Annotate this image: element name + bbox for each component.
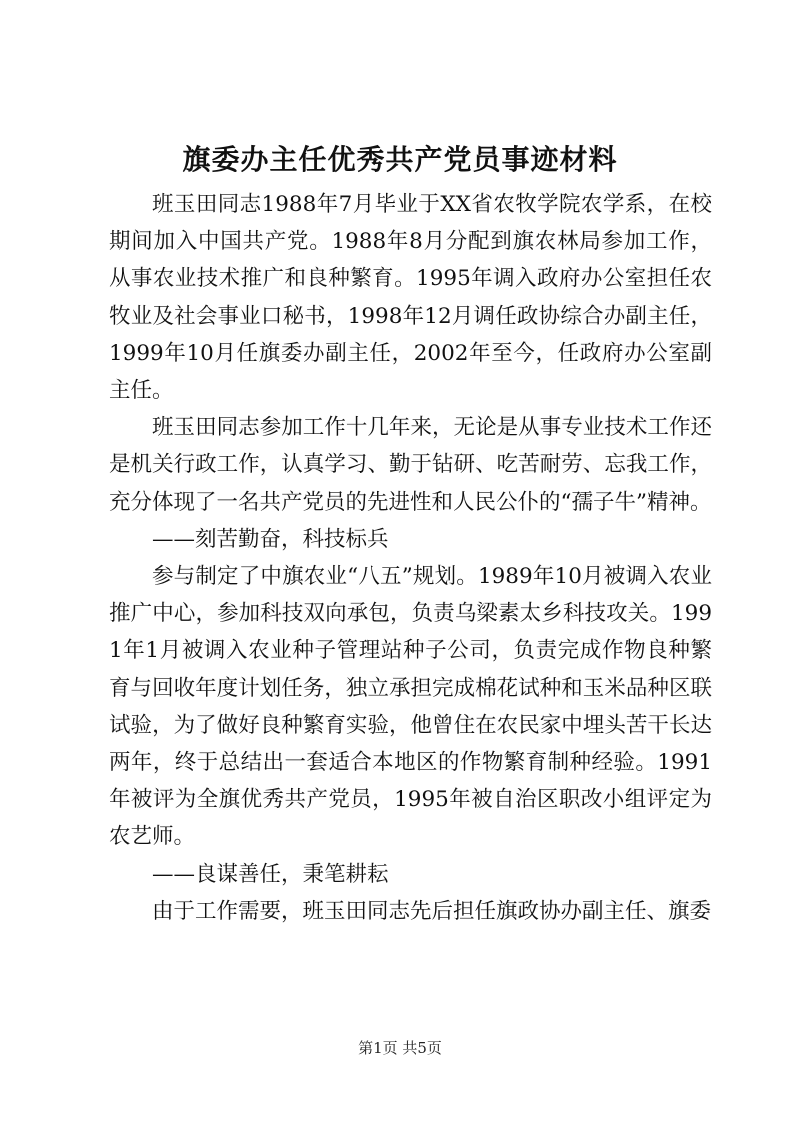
page-footer: 第1页 共5页: [358, 1039, 442, 1057]
summary-paragraph: 班玉田同志参加工作十几年来，无论是从事专业技术工作还是机关行政工作，认真学习、勤于钻研、吃苦耐劳、忘我工作，充分体现了一名共产党员的先进性和人民公仆的“孺子牛”精神。: [109, 415, 712, 515]
section-paragraph-writing: 由于工作需要，班玉田同志先后担任旗政协办副主任、旗委: [152, 898, 712, 924]
document-title: 旗委办主任优秀共产党员事迹材料: [182, 143, 618, 176]
section-paragraph-diligence: 参与制定了中旗农业“八五”规划。1989年10月被调入农业推广中心，参加科技双向承包，负责乌梁素太乡科技攻关。1991年1月被调入农业种子管理站种子公司，负责完成作物良种繁育与回收年度计划任务，独立承担完成棉花试种和玉米品种区联试验，为了做好良种繁育实验，他曾住在农民家中埋头苦干长达两年，终于总结出一套适合本地区的作物繁育制种经验。1991年被评为全旗优秀共产党员，1995年被自治区职改小组评定为农艺师。: [109, 564, 712, 850]
section-heading-diligence: ——刻苦勤奋，科技标兵: [152, 526, 389, 552]
document-body: [109, 186, 712, 930]
intro-paragraph: 班玉田同志1988年7月毕业于XX省农牧学院农学系，在校期间加入中国共产党。1988年8月分配到旗农林局参加工作，从事农业技术推广和良种繁育。1995年调入政府办公室担任农牧业及社会事业口秘书，1998年12月调任政协综合办副主任，1999年10月任旗委办副主任，2002年至今，任政府办公室副主任。: [109, 192, 712, 404]
section-heading-writing: ——良谋善任，秉笔耕耘: [152, 861, 389, 887]
